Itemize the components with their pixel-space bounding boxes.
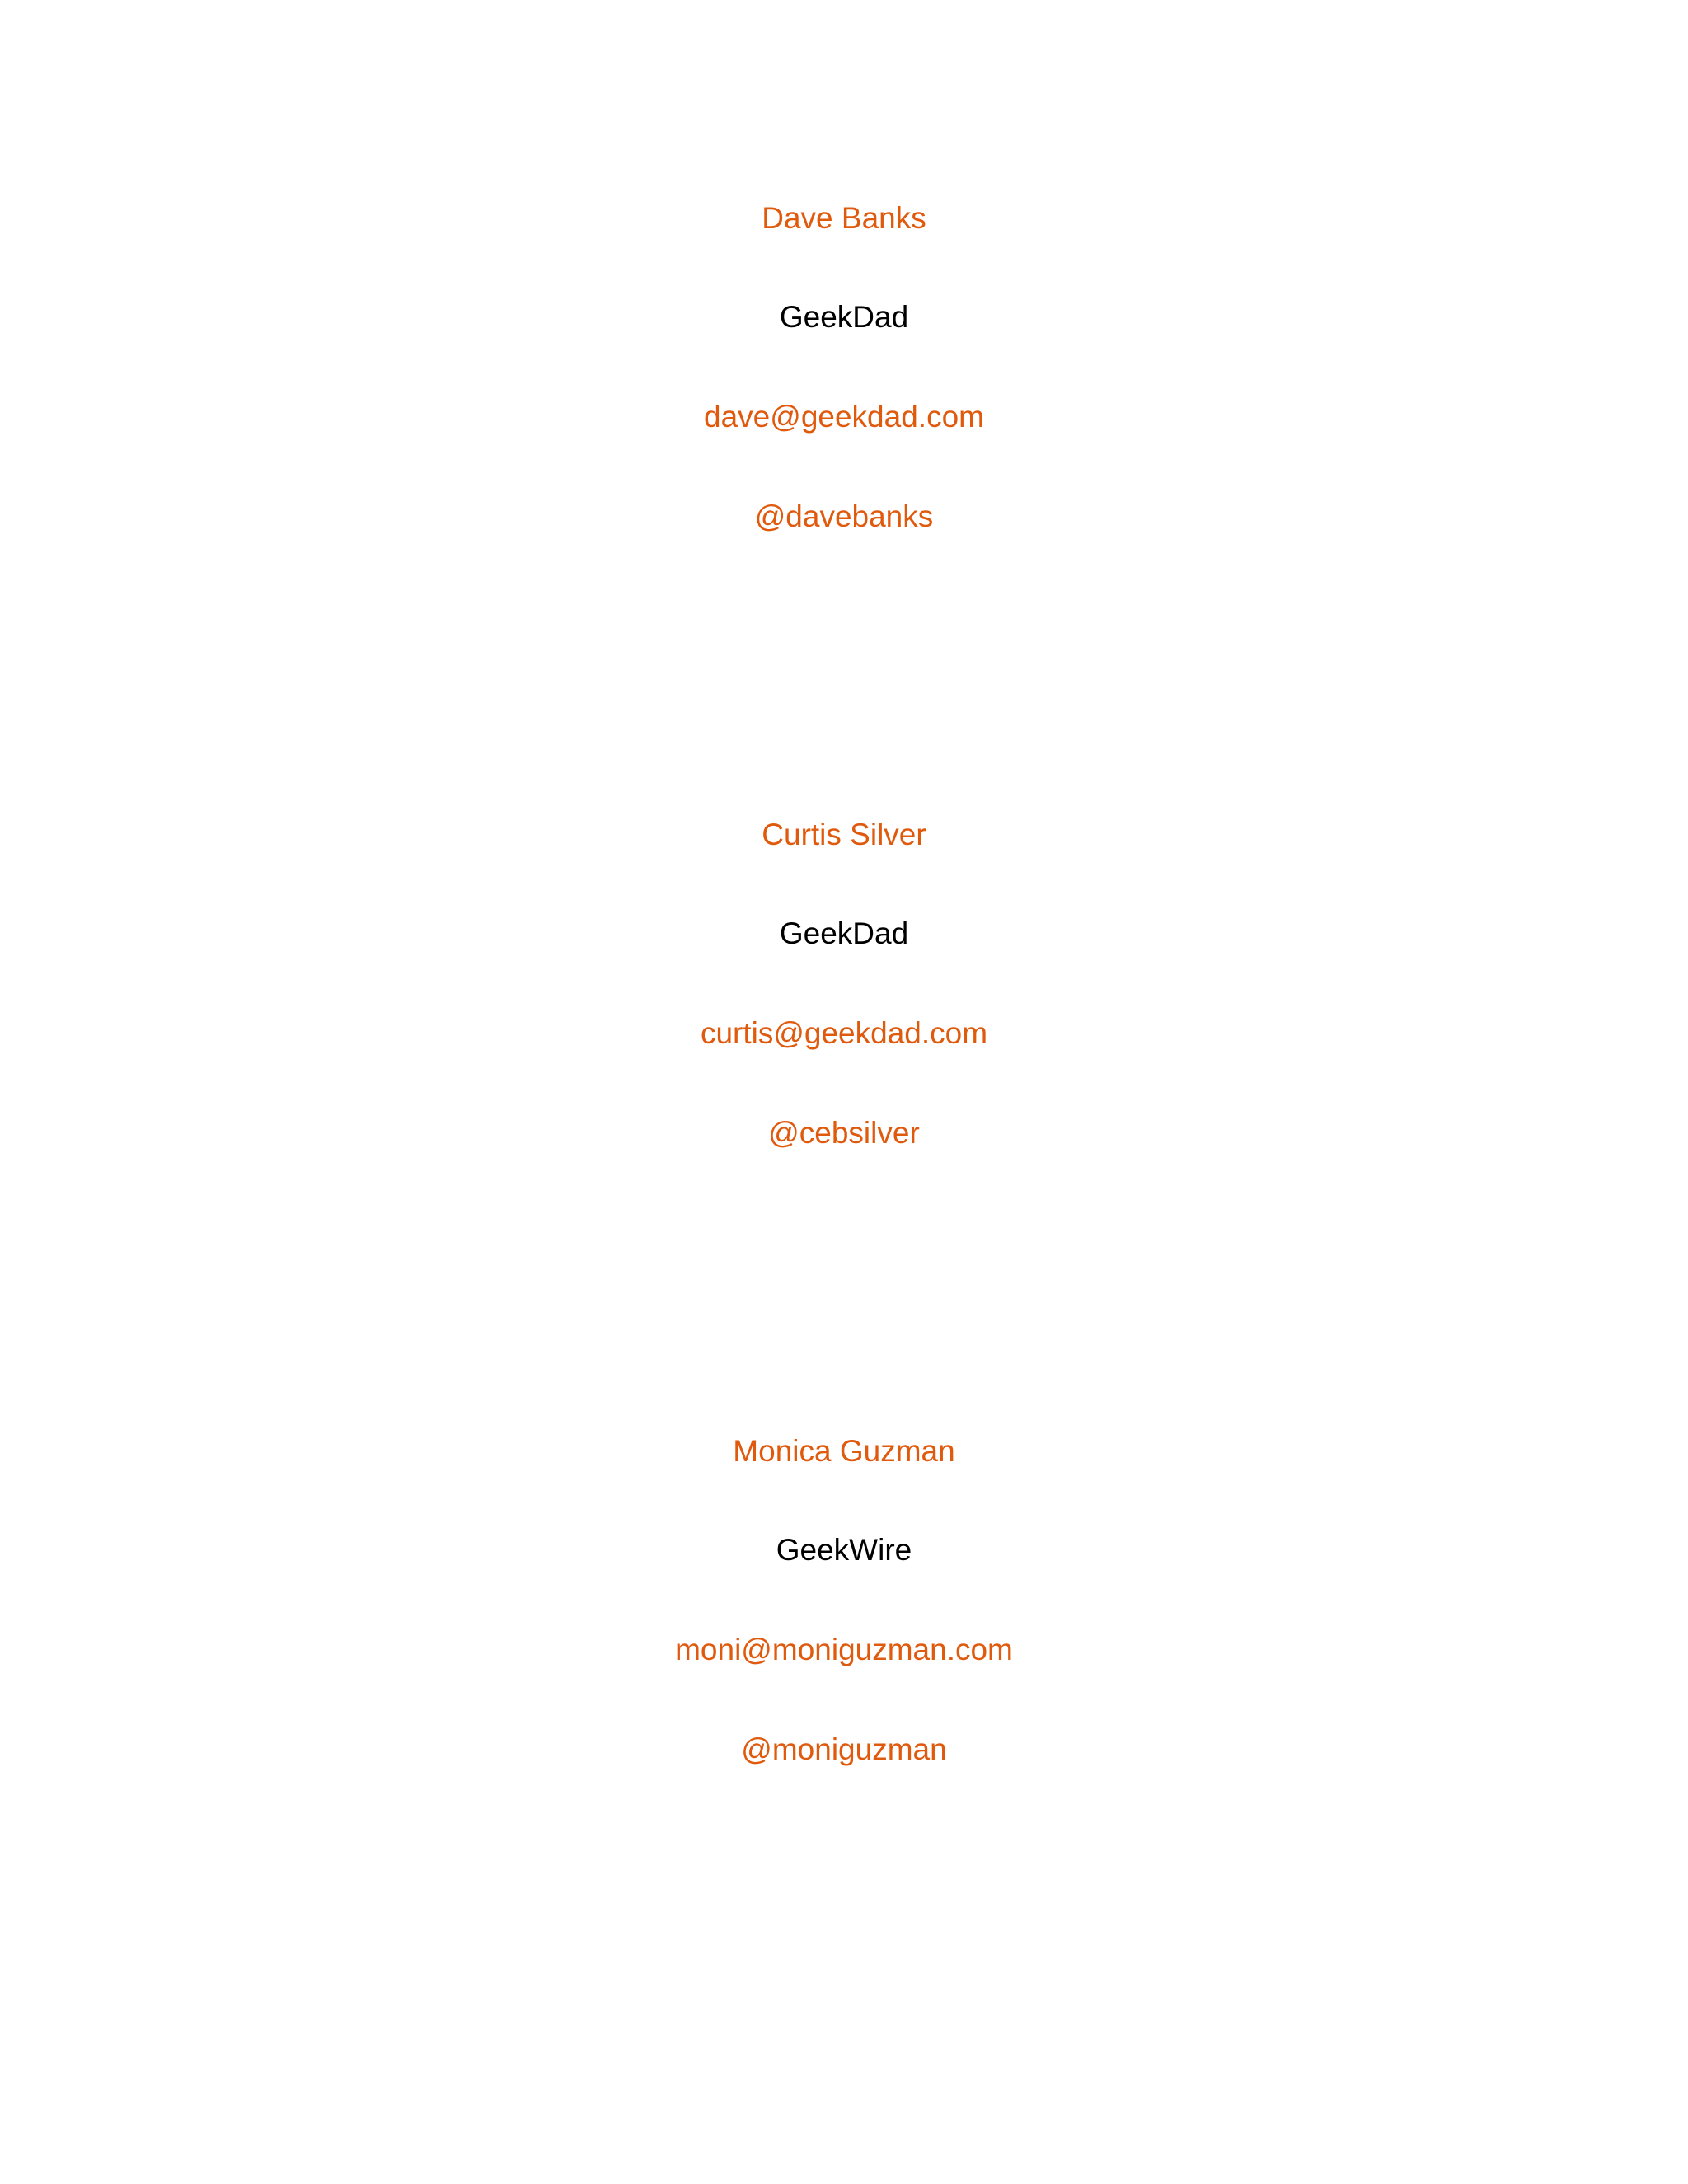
- contact-name: Monica Guzman: [733, 1434, 955, 1468]
- contact-name: Curtis Silver: [762, 818, 926, 851]
- contact-email-link[interactable]: dave@geekdad.com: [704, 400, 984, 434]
- contact-organization: GeekDad: [779, 300, 909, 334]
- contact-handle-link[interactable]: @moniguzman: [741, 1732, 947, 1766]
- contact-email-link[interactable]: moni@moniguzman.com: [675, 1633, 1013, 1666]
- contact-organization: GeekWire: [776, 1533, 912, 1567]
- contact-handle-link[interactable]: @davebanks: [754, 499, 934, 533]
- contact-handle-link[interactable]: @cebsilver: [768, 1116, 920, 1150]
- contact-organization: GeekDad: [779, 916, 909, 950]
- contact-name: Dave Banks: [762, 201, 926, 235]
- contact-email-link[interactable]: curtis@geekdad.com: [700, 1016, 988, 1050]
